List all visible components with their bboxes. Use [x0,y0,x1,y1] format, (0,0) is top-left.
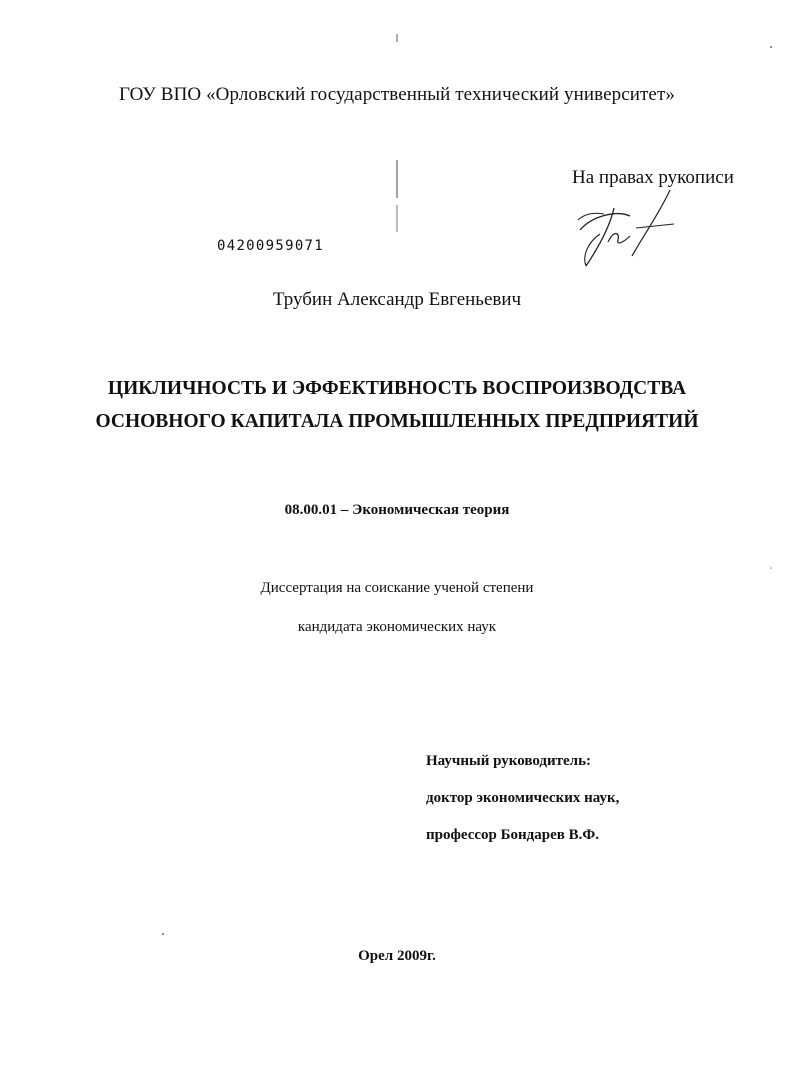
advisor-degree: доктор экономических наук, [426,790,620,806]
advisor-name: профессор Бондарев В.Ф. [426,827,599,843]
specialty-code: 08.00.01 – Экономическая теория [284,502,510,518]
degree-line-2: кандидата экономических наук [297,619,497,635]
author-name: Трубин Александр Евгеньевич [272,289,522,310]
handwritten-signature [574,186,684,270]
advisor-heading: Научный руководитель: [426,753,591,769]
thesis-title-line-2: ОСНОВНОГО КАПИТАЛА ПРОМЫШЛЕННЫХ ПРЕДПРИЯТИЙ [95,411,699,432]
degree-line-1: Диссертация на соискание ученой степени [260,580,534,596]
university-name: ГОУ ВПО «Орловский государственный технический университет» [119,84,675,105]
advisor-block [426,743,619,854]
city-year: Орел 2009г. [358,948,436,964]
thesis-title-line-1: ЦИКЛИЧНОСТЬ И ЭФФЕКТИВНОСТЬ ВОСПРОИЗВОДСТВА [107,378,687,399]
thesis-title [0,372,794,438]
manuscript-note: На правах рукописи [572,167,734,188]
registration-number: 04200959071 [217,238,325,254]
degree-statement [0,569,794,647]
